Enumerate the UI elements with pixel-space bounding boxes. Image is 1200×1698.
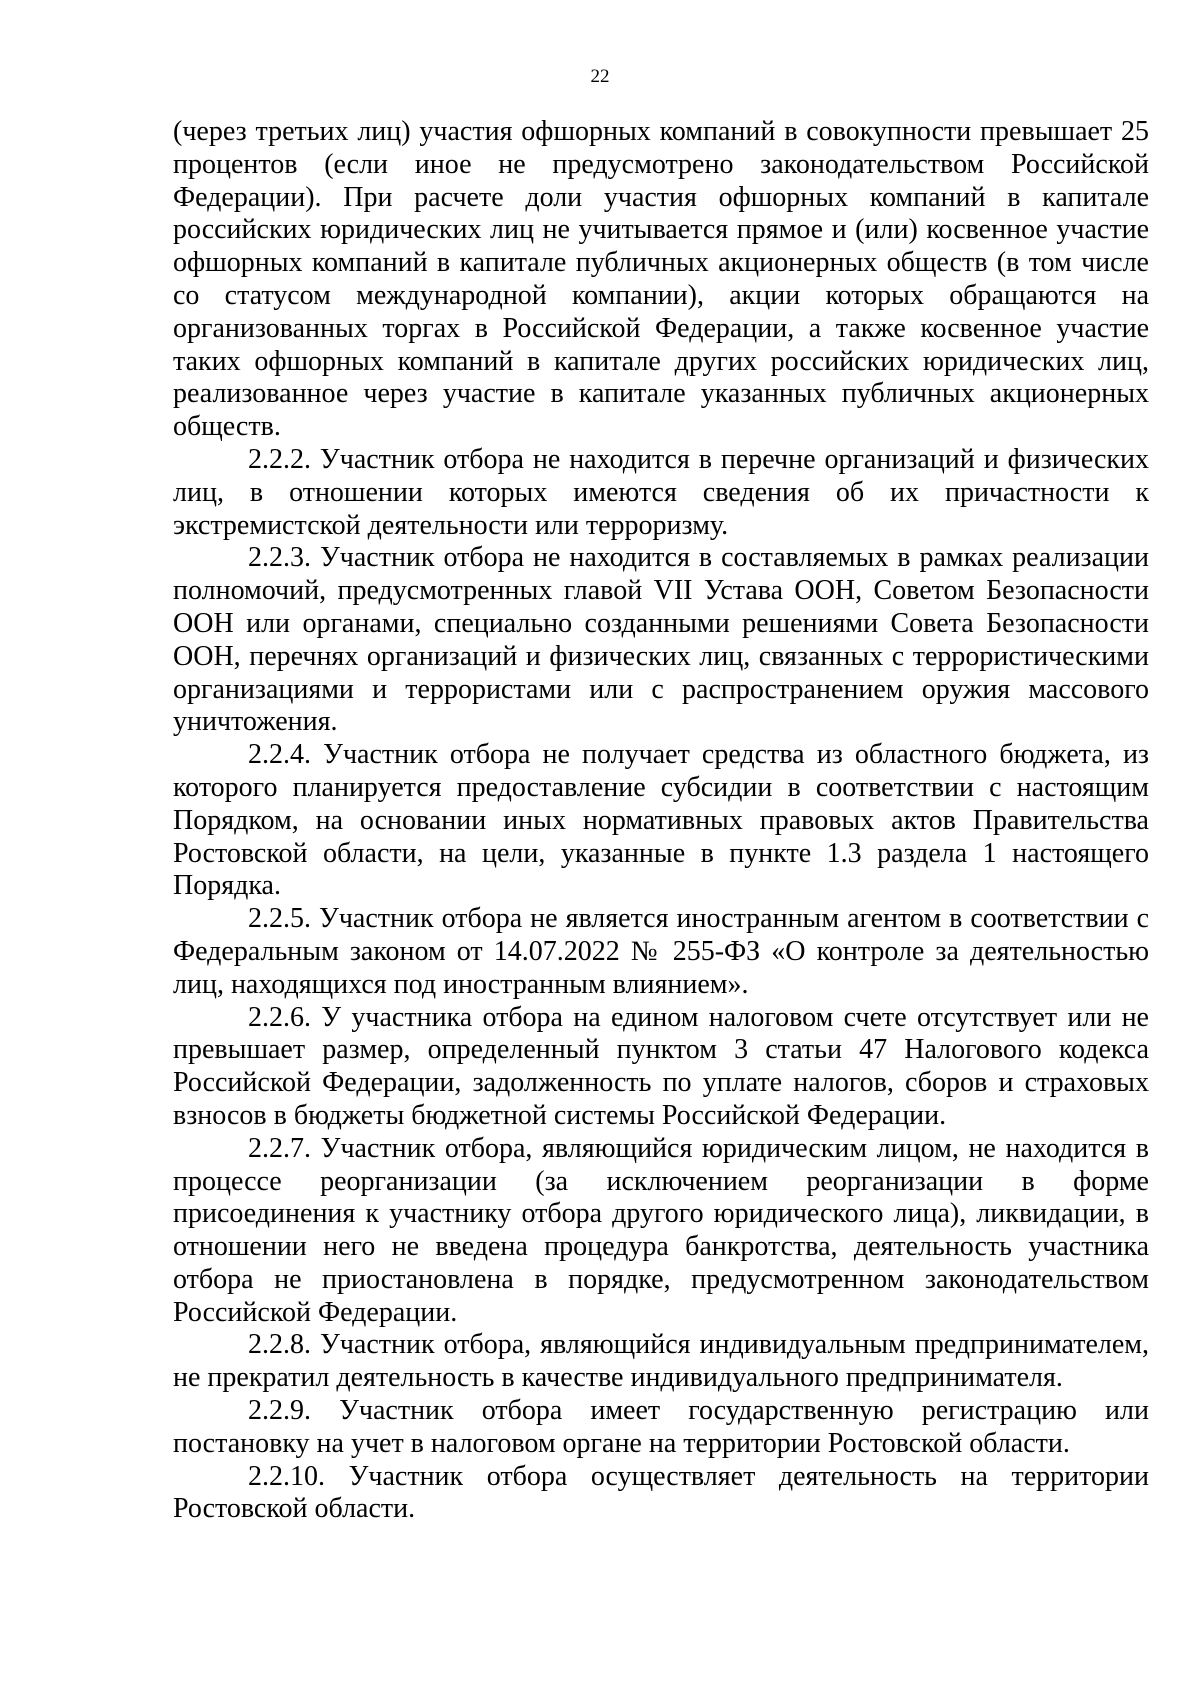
paragraph-continuation: (через третьих лиц) участия офшорных компаний в совокупности превышает 25 процентов (если иное не предусмотрено законодательством Российской Федерации). При расчете доли участия офшорных компаний в капитале российских юридических лиц не учитывается прямое и (или) косвенное участие офшорных компаний в капитале публичных акционерных обществ (в том числе со статусом международной компании), акции которых обращаются на организованных торгах в Российской Федерации, а также косвенное участие таких офшорных компаний в капитале других российских юридических лиц, реализованное через участие в капитале указанных публичных акционерных обществ. — [173, 116, 1149, 443]
paragraph-2-2-2: 2.2.2. Участник отбора не находится в перечне организаций и физических лиц, в отношении которых имеются сведения об их причастности к экстремистской деятельности или терроризму. — [173, 443, 1149, 541]
paragraph-2-2-7: 2.2.7. Участник отбора, являющийся юридическим лицом, не находится в процессе реорганизации (за исключением реорганизации в форме присоединения к участнику отбора другого юридического лица), ликвидации, в отношении него не введена процедура банкротства, деятельность участника отбора не приостановлена в порядке, предусмотренном законодательством Российской Федерации. — [173, 1132, 1149, 1328]
paragraph-2-2-6: 2.2.6. У участника отбора на едином налоговом счете отсутствует или не превышает размер, определенный пунктом 3 статьи 47 Налогового кодекса Российской Федерации, задолженность по уплате налогов, сборов и страховых взносов в бюджеты бюджетной системы Российской Федерации. — [173, 1001, 1149, 1131]
paragraph-2-2-10: 2.2.10. Участник отбора осуществляет деятельность на территории Ростовской области. — [173, 1460, 1149, 1525]
paragraph-2-2-8: 2.2.8. Участник отбора, являющийся индивидуальным предпринимателем, не прекратил деятельность в качестве индивидуального предпринимателя. — [173, 1329, 1149, 1394]
paragraph-2-2-4: 2.2.4. Участник отбора не получает средства из областного бюджета, из которого планируется предоставление субсидии в соответствии с настоящим Порядком, на основании иных нормативных правовых актов Правительства Ростовской области, на цели, указанные в пункте 1.3 раздела 1 настоящего Порядка. — [173, 739, 1149, 902]
page-number: 22 — [590, 66, 610, 87]
paragraph-2-2-5: 2.2.5. Участник отбора не является иностранным агентом в соответствии с Федеральным законом от 14.07.2022 № 255-ФЗ «О контроле за деятельностью лиц, находящихся под иностранным влиянием». — [173, 903, 1149, 1000]
paragraph-2-2-3: 2.2.3. Участник отбора не находится в составляемых в рамках реализации полномочий, предусмотренных главой VII Устава ООН, Советом Безопасности ООН или органами, специально созданными решениями Совета Безопасности ООН, перечнях организаций и физических лиц, связанных с террористическими организациями и террористами или с распространением оружия массового уничтожения. — [173, 542, 1149, 738]
paragraph-2-2-9: 2.2.9. Участник отбора имеет государственную регистрацию или постановку на учет в налоговом органе на территории Ростовской области. — [173, 1395, 1149, 1459]
document-body — [173, 116, 1149, 1526]
